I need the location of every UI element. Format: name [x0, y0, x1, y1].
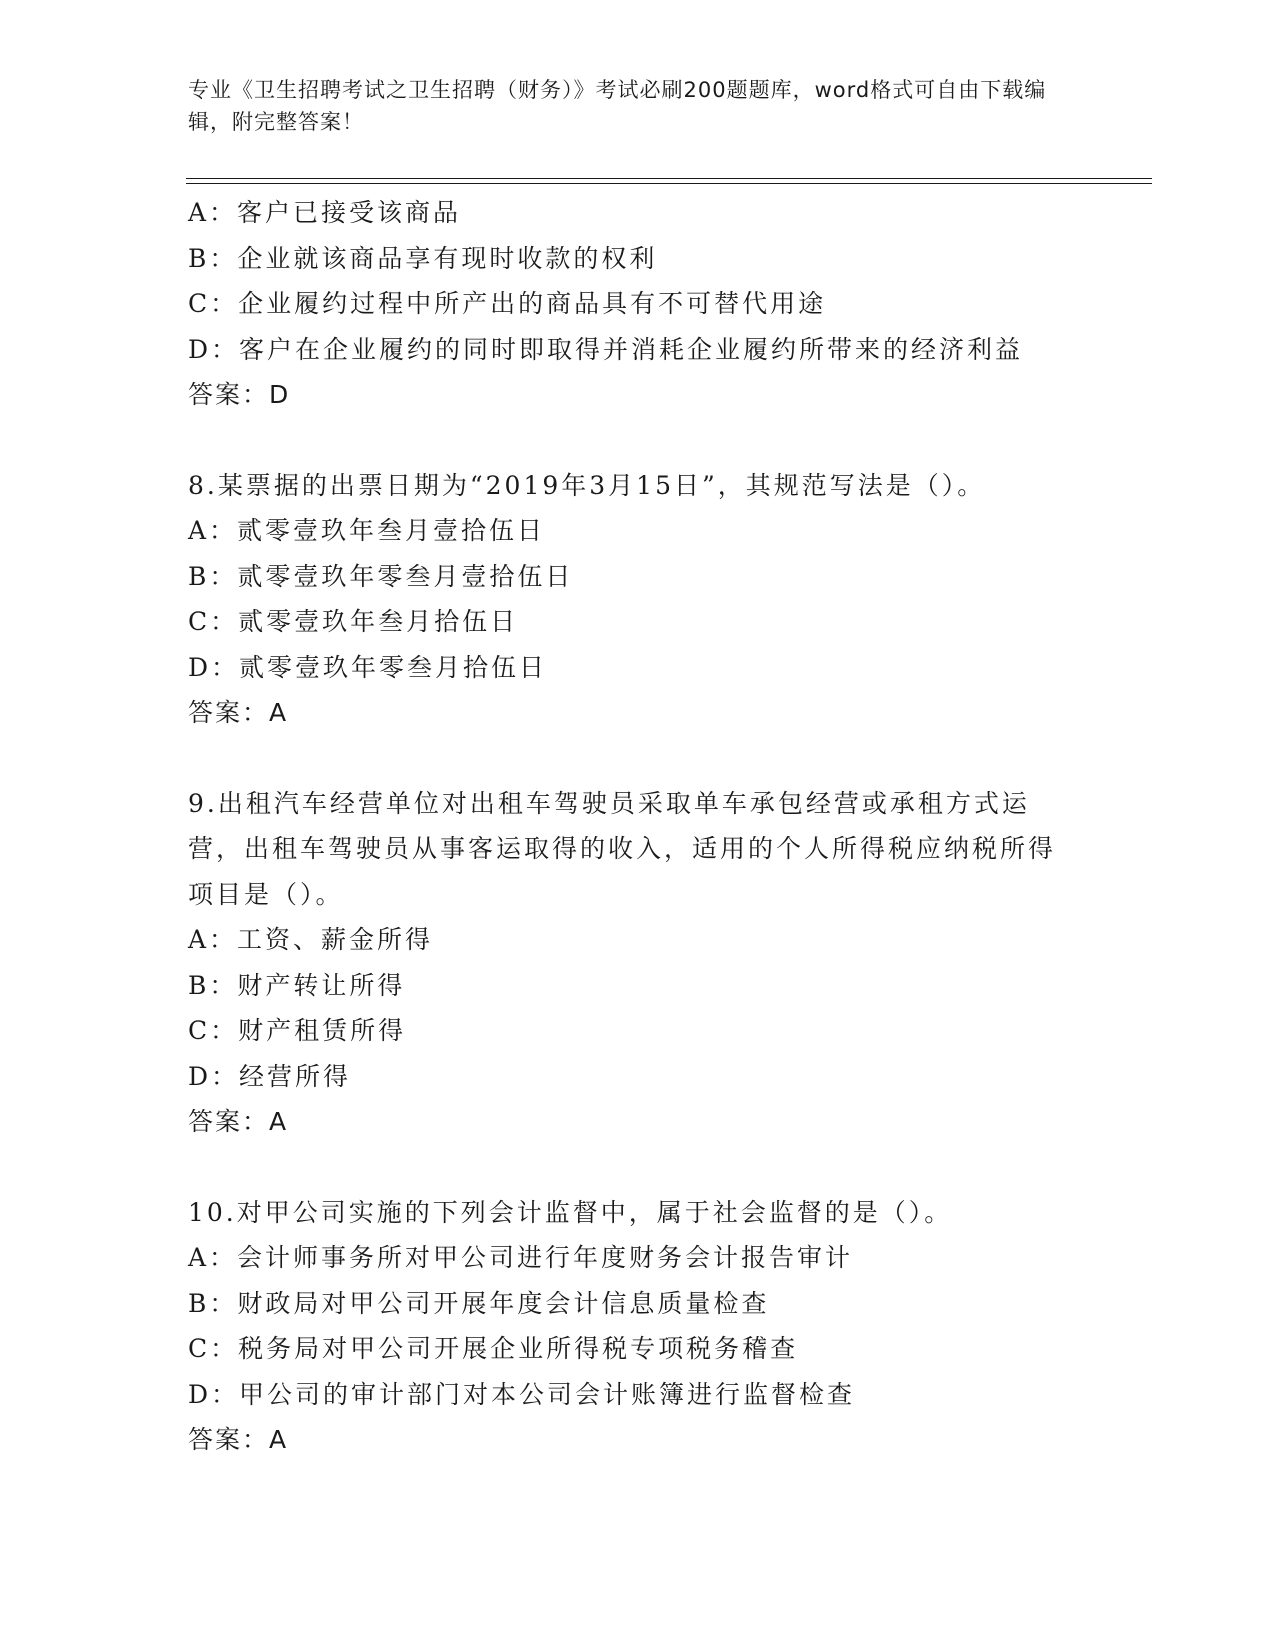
spacer [188, 418, 1088, 463]
answer-line: 答案：D [188, 380, 291, 409]
option-d: D：经营所得 [188, 1061, 352, 1091]
option-c: C：贰零壹玖年叁月拾伍日 [188, 607, 519, 636]
question-block-9 [188, 781, 1088, 1145]
document-header: 专业《卫生招聘考试之卫生招聘（财务）》考试必刷200题题库，word格式可自由下载编辑，附完整答案！ [188, 78, 1047, 134]
option-c: C：税务局对甲公司开展企业所得税专项税务稽查 [188, 1334, 799, 1363]
option-a: A：工资、薪金所得 [188, 925, 434, 954]
question-block-10 [188, 1190, 1088, 1463]
spacer [188, 1145, 1088, 1190]
option-a: A：贰零壹玖年叁月壹拾伍日 [188, 516, 546, 545]
answer-line: 答案：A [188, 698, 289, 727]
question-stem: 8.某票据的出票日期为“2019年3月15日”，其规范写法是（）。 [188, 470, 986, 500]
answer-line: 答案：A [188, 1425, 289, 1454]
option-b: B：贰零壹玖年零叁月壹拾伍日 [188, 561, 574, 591]
option-a: A：会计师事务所对甲公司进行年度财务会计报告审计 [188, 1243, 854, 1272]
question-block-8 [188, 463, 1088, 736]
option-b: B：企业就该商品享有现时收款的权利 [188, 243, 658, 273]
answer-line: 答案：A [188, 1107, 289, 1136]
question-block-partial [188, 190, 1088, 418]
header-divider-top [186, 178, 1152, 179]
header-divider-bottom [186, 183, 1152, 184]
option-d: D：甲公司的审计部门对本公司会计账簿进行监督检查 [188, 1379, 856, 1409]
option-b: B：财产转让所得 [188, 970, 406, 1000]
question-stem: 9.出租汽车经营单位对出租车驾驶员采取单车承包经营或承租方式运营，出租车驾驶员从事客运取得的收入，适用的个人所得税应纳税所得项目是（）。 [188, 788, 1057, 909]
option-c: C：企业履约过程中所产出的商品具有不可替代用途 [188, 289, 827, 318]
question-stem: 10.对甲公司实施的下列会计监督中，属于社会监督的是（）。 [188, 1197, 953, 1227]
option-d: D：客户在企业履约的同时即取得并消耗企业履约所带来的经济利益 [188, 334, 1024, 364]
spacer [188, 736, 1088, 781]
option-d: D：贰零壹玖年零叁月拾伍日 [188, 652, 548, 682]
question-list [188, 190, 1088, 1463]
option-c: C：财产租赁所得 [188, 1016, 407, 1045]
option-a: A：客户已接受该商品 [188, 198, 462, 227]
option-b: B：财政局对甲公司开展年度会计信息质量检查 [188, 1288, 770, 1318]
